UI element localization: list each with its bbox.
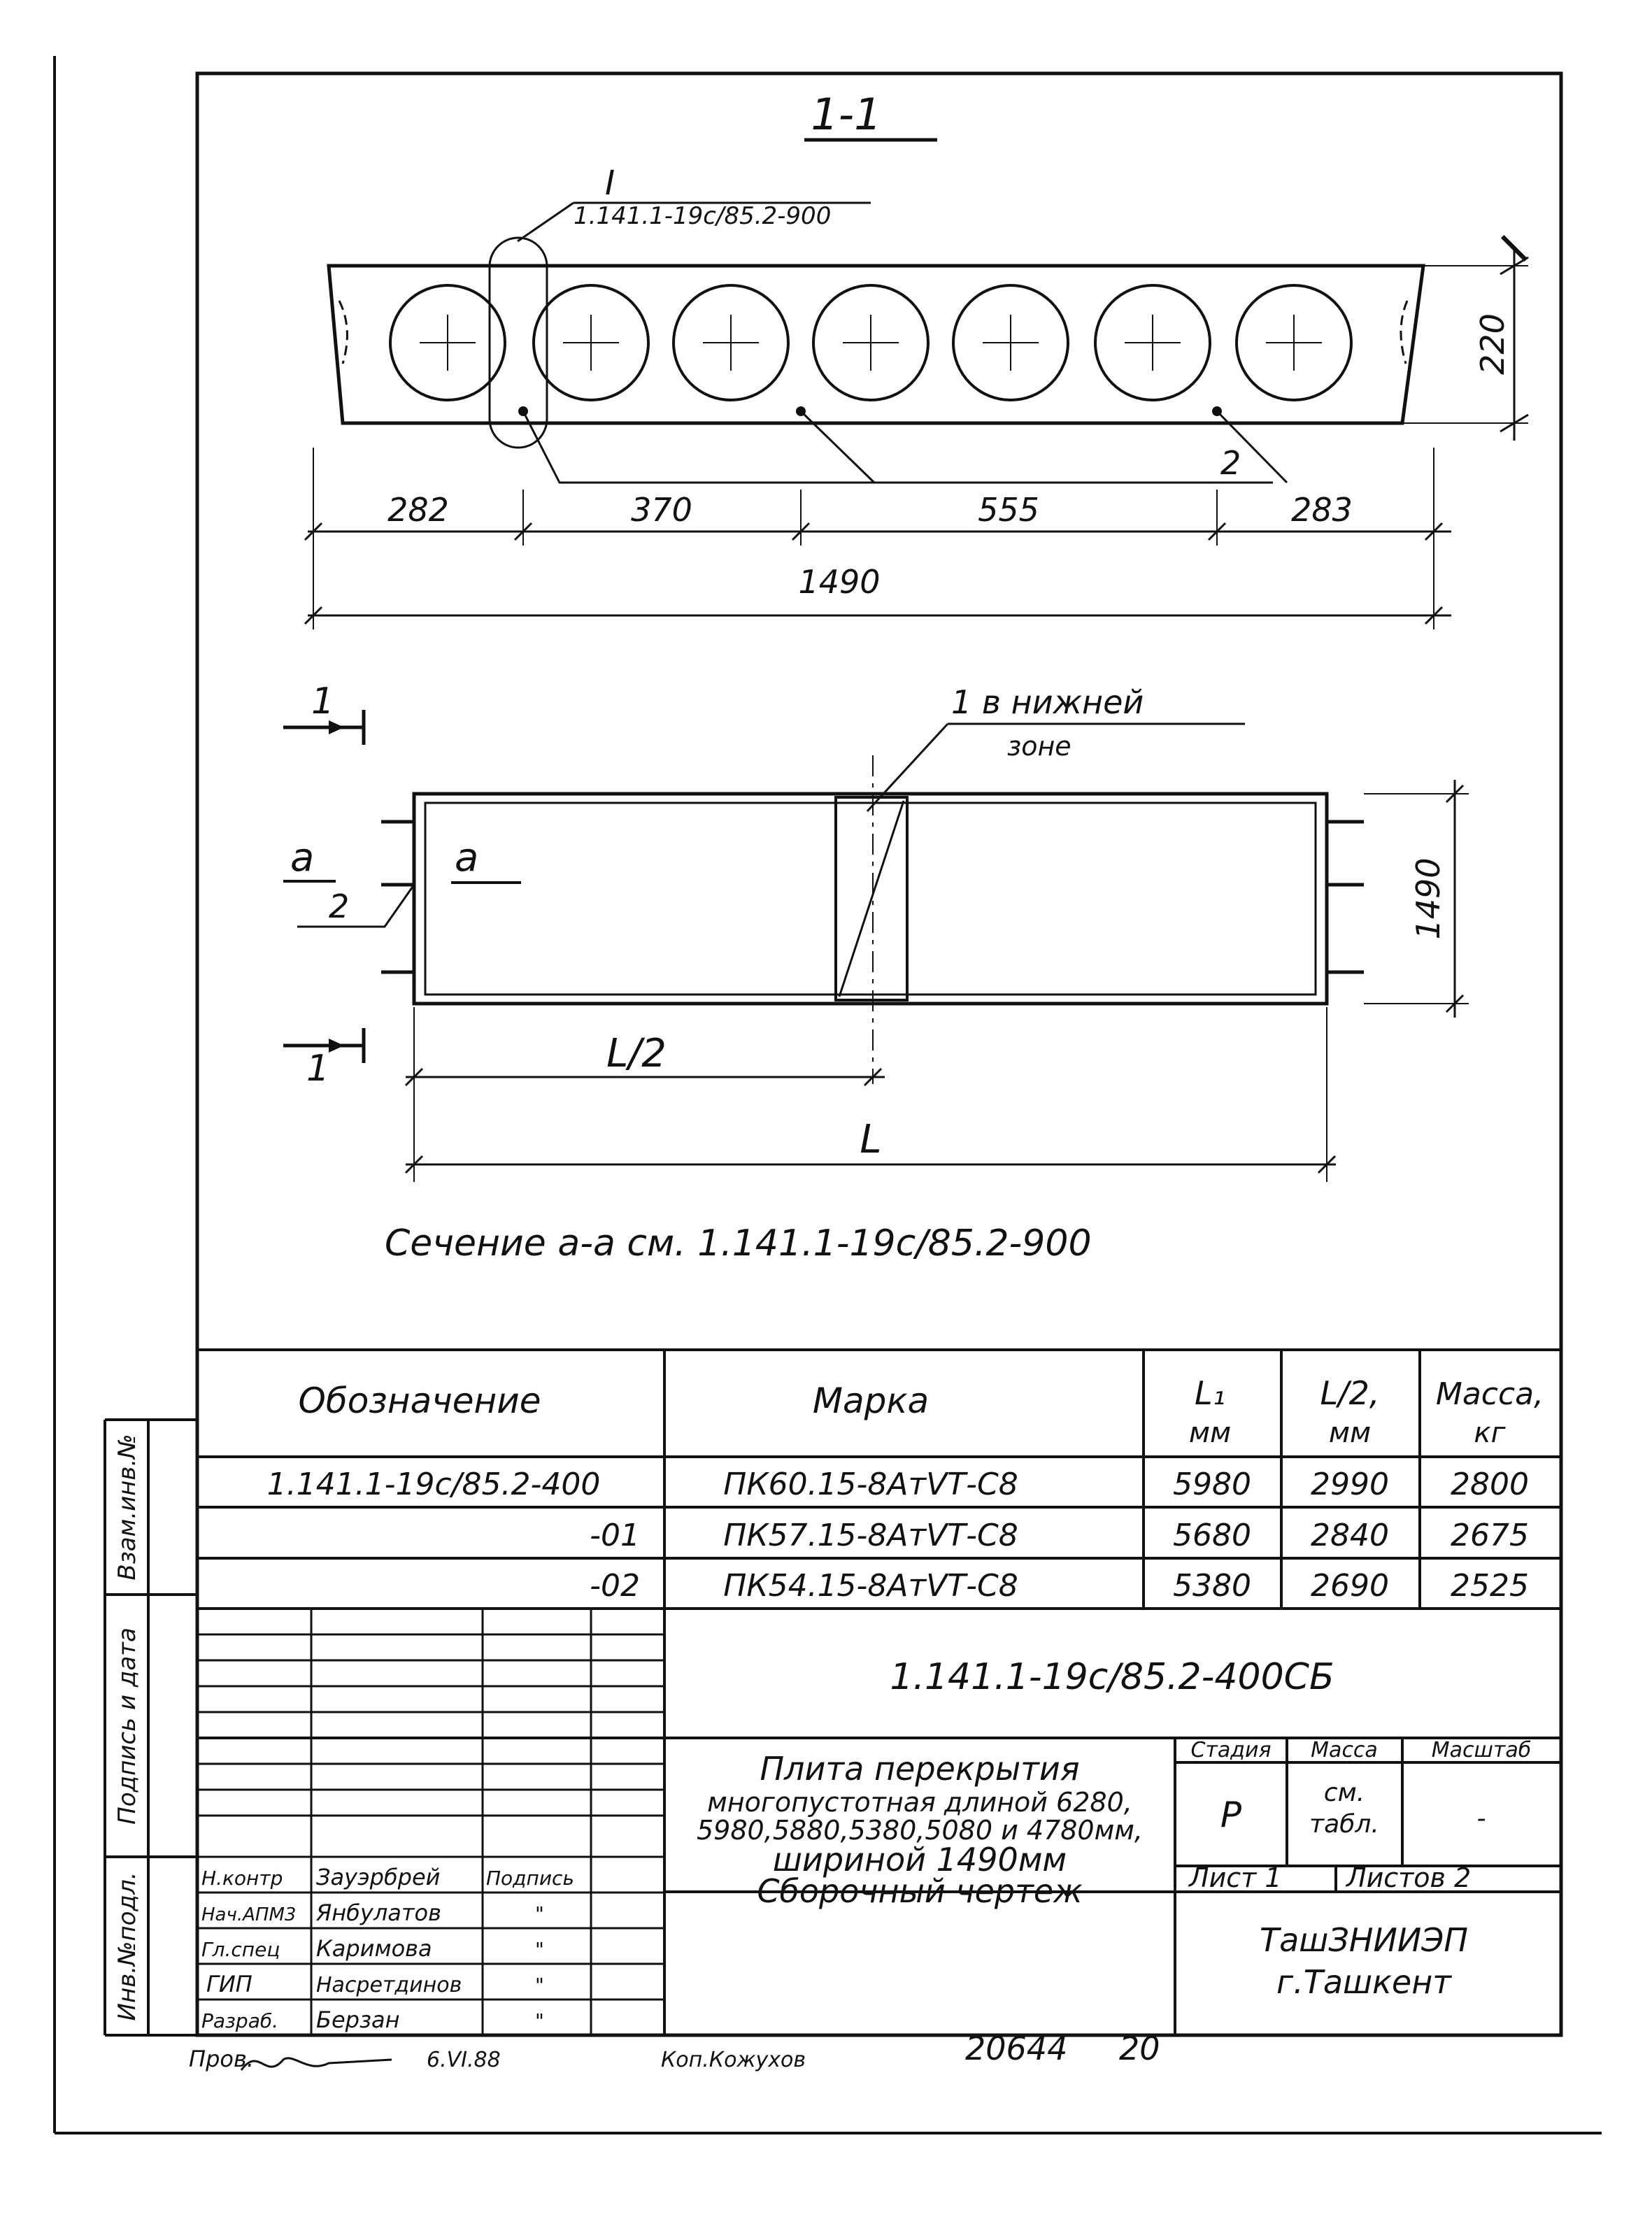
dim-1490: 1490: [798, 563, 881, 601]
sig-name: Насретдинов: [316, 1973, 462, 1997]
dim-283: 283: [1291, 491, 1353, 529]
copied-by: Коп.Кожухов: [661, 2048, 806, 2072]
archive-number: 20644: [965, 2030, 1068, 2067]
header-designation: Обозначение: [298, 1381, 541, 1421]
hollow-core: [1095, 285, 1210, 400]
dim-282: 282: [387, 491, 449, 529]
cut-mark-bottom-label: 1: [306, 1048, 330, 1090]
sig-name: Янбулатов: [316, 1899, 441, 1926]
signature-row: [201, 1935, 544, 1962]
header-l2-unit: мм: [1328, 1417, 1372, 1449]
table-row: [590, 1518, 1529, 1553]
section-a-inner: а: [455, 835, 479, 881]
dim-370: 370: [631, 491, 692, 529]
signature-row: [201, 1864, 574, 1890]
detail-callout-oval: [490, 238, 547, 448]
title-line-1: Плита перекрытия: [760, 1750, 1080, 1788]
header-mass: Масса,: [1435, 1376, 1544, 1412]
org-name: ТашЗНИИЭП: [1260, 1921, 1468, 1959]
cut-arrow: [329, 720, 344, 734]
mass-value-1: см.: [1323, 1779, 1365, 1807]
sig-role: ГИП: [206, 1971, 252, 1997]
row-mass: 2800: [1451, 1467, 1529, 1502]
note-line-2: зоне: [1007, 731, 1071, 762]
hollow-core: [813, 285, 928, 400]
row-l2: 2840: [1311, 1518, 1389, 1553]
end-key-left: [339, 301, 347, 364]
hollow-cores: [390, 285, 1351, 400]
signature-row: [201, 1899, 544, 1926]
row-designation: -01: [590, 1518, 640, 1553]
loops-left: [381, 822, 414, 972]
row-mass: 2525: [1451, 1568, 1529, 1604]
table-row: [590, 1568, 1529, 1604]
end-key-right: [1401, 301, 1407, 364]
callout-leader: [518, 203, 574, 241]
checker-signature: [241, 2058, 392, 2070]
row-mark: ПК54.15-8АтⅤТ-С8: [723, 1568, 1018, 1604]
sig-role: Гл.спец: [201, 1938, 280, 1961]
sig-role: Н.контр: [201, 1867, 283, 1890]
signature-row: [201, 2007, 544, 2033]
table-row: [267, 1467, 1529, 1502]
row-designation: -02: [590, 1568, 640, 1604]
side-strip: [105, 1420, 197, 2035]
section-note: Сечение а-а см. 1.141.1-19с/85.2-900: [385, 1223, 1092, 1264]
section-1-1: [305, 89, 1528, 629]
mass-value-2: табл.: [1309, 1810, 1379, 1839]
title-line-2: многопустотная длиной 6280,: [707, 1787, 1132, 1818]
plan-leader-2-label: 2: [329, 888, 350, 925]
doc-code: 1.141.1-19с/85.2-400СБ: [890, 1656, 1334, 1698]
row-designation: 1.141.1-19с/85.2-400: [266, 1467, 601, 1502]
side-label-podpis: Подпись и дата: [113, 1627, 141, 1825]
row-mass: 2675: [1451, 1518, 1529, 1553]
dim-220: 220: [1474, 313, 1511, 375]
callout-mark: I: [605, 164, 615, 203]
title-block: [197, 1609, 1561, 2035]
side-label-inv: Инв.№подл.: [113, 1872, 141, 2021]
title-line-3: 5980,5880,5380,5080 и 4780мм,: [696, 1815, 1144, 1846]
sig-sign: ": [535, 1974, 544, 1997]
scale-label: Масштаб: [1431, 1738, 1532, 1762]
sig-name: Берзан: [316, 2007, 400, 2033]
hollow-core: [390, 285, 505, 400]
sig-name: Каримова: [316, 1935, 432, 1962]
side-label-vzam: Взам.инв.№: [113, 1434, 141, 1581]
sheet-format: 20: [1119, 2030, 1160, 2067]
section-a-mark: а: [290, 835, 315, 881]
sig-sign: ": [535, 1902, 544, 1925]
header-l1: L₁: [1194, 1374, 1226, 1412]
title-line-4: шириной 1490мм: [772, 1841, 1067, 1879]
sig-role: Нач.АПМ3: [201, 1904, 297, 1925]
scale-value: -: [1476, 1804, 1486, 1833]
org-city: г.Ташкент: [1276, 1963, 1452, 2001]
sig-sign: ": [535, 2009, 544, 2032]
header-mass-unit: кг: [1474, 1417, 1506, 1449]
callout-ref: 1.141.1-19с/85.2-900: [574, 202, 832, 230]
plan-leader-2: [297, 885, 414, 927]
header-l2: L/2,: [1320, 1374, 1380, 1412]
row-mark: ПК60.15-8АтⅤТ-С8: [723, 1467, 1018, 1502]
check-date: 6.VI.88: [427, 2048, 501, 2072]
row-l1: 5980: [1173, 1467, 1251, 1502]
sig-sign: ": [535, 1938, 544, 1961]
sig-sign: Подпись: [486, 1867, 574, 1890]
row-l1: 5680: [1173, 1518, 1251, 1553]
row-l1: 5380: [1173, 1568, 1251, 1604]
header-l1-unit: мм: [1188, 1417, 1232, 1449]
row-mark: ПК57.15-8АтⅤТ-С8: [723, 1518, 1018, 1553]
hollow-core: [953, 285, 1068, 400]
stage-label: Стадия: [1190, 1738, 1272, 1762]
sheet-number: Лист 1: [1189, 1862, 1282, 1893]
section-title: 1-1: [811, 89, 882, 140]
row-l2: 2990: [1311, 1467, 1389, 1502]
row-l2: 2690: [1311, 1568, 1389, 1604]
hollow-core: [674, 285, 788, 400]
dim-plan-1490: 1490: [1409, 857, 1447, 940]
mass-label: Масса: [1311, 1738, 1378, 1762]
mesh-diagonal: [839, 801, 904, 997]
checked-label: Пров.: [189, 2046, 254, 2072]
signature-row: [206, 1971, 544, 1997]
plan-view: [283, 680, 1469, 1182]
dim-555: 555: [978, 491, 1039, 529]
header-mark: Марка: [812, 1381, 930, 1421]
title-line-5: Сборочный чертеж: [757, 1872, 1083, 1910]
dim-half-length: L/2: [606, 1031, 667, 1076]
leader-2-label: 2: [1220, 444, 1241, 482]
dim-length: L: [860, 1117, 882, 1162]
hollow-core: [534, 285, 648, 400]
cut-arrow: [329, 1039, 344, 1053]
sheets-total: Листов 2: [1346, 1862, 1472, 1893]
hollow-core: [1237, 285, 1351, 400]
stage-value: Р: [1220, 1795, 1242, 1835]
loops-right: [1327, 822, 1364, 972]
sig-role: Разраб.: [201, 2009, 279, 2032]
cut-mark-top-label: 1: [311, 680, 335, 722]
sig-name: Зауэрбрей: [316, 1864, 441, 1890]
note-line-1: 1 в нижней: [951, 683, 1144, 721]
